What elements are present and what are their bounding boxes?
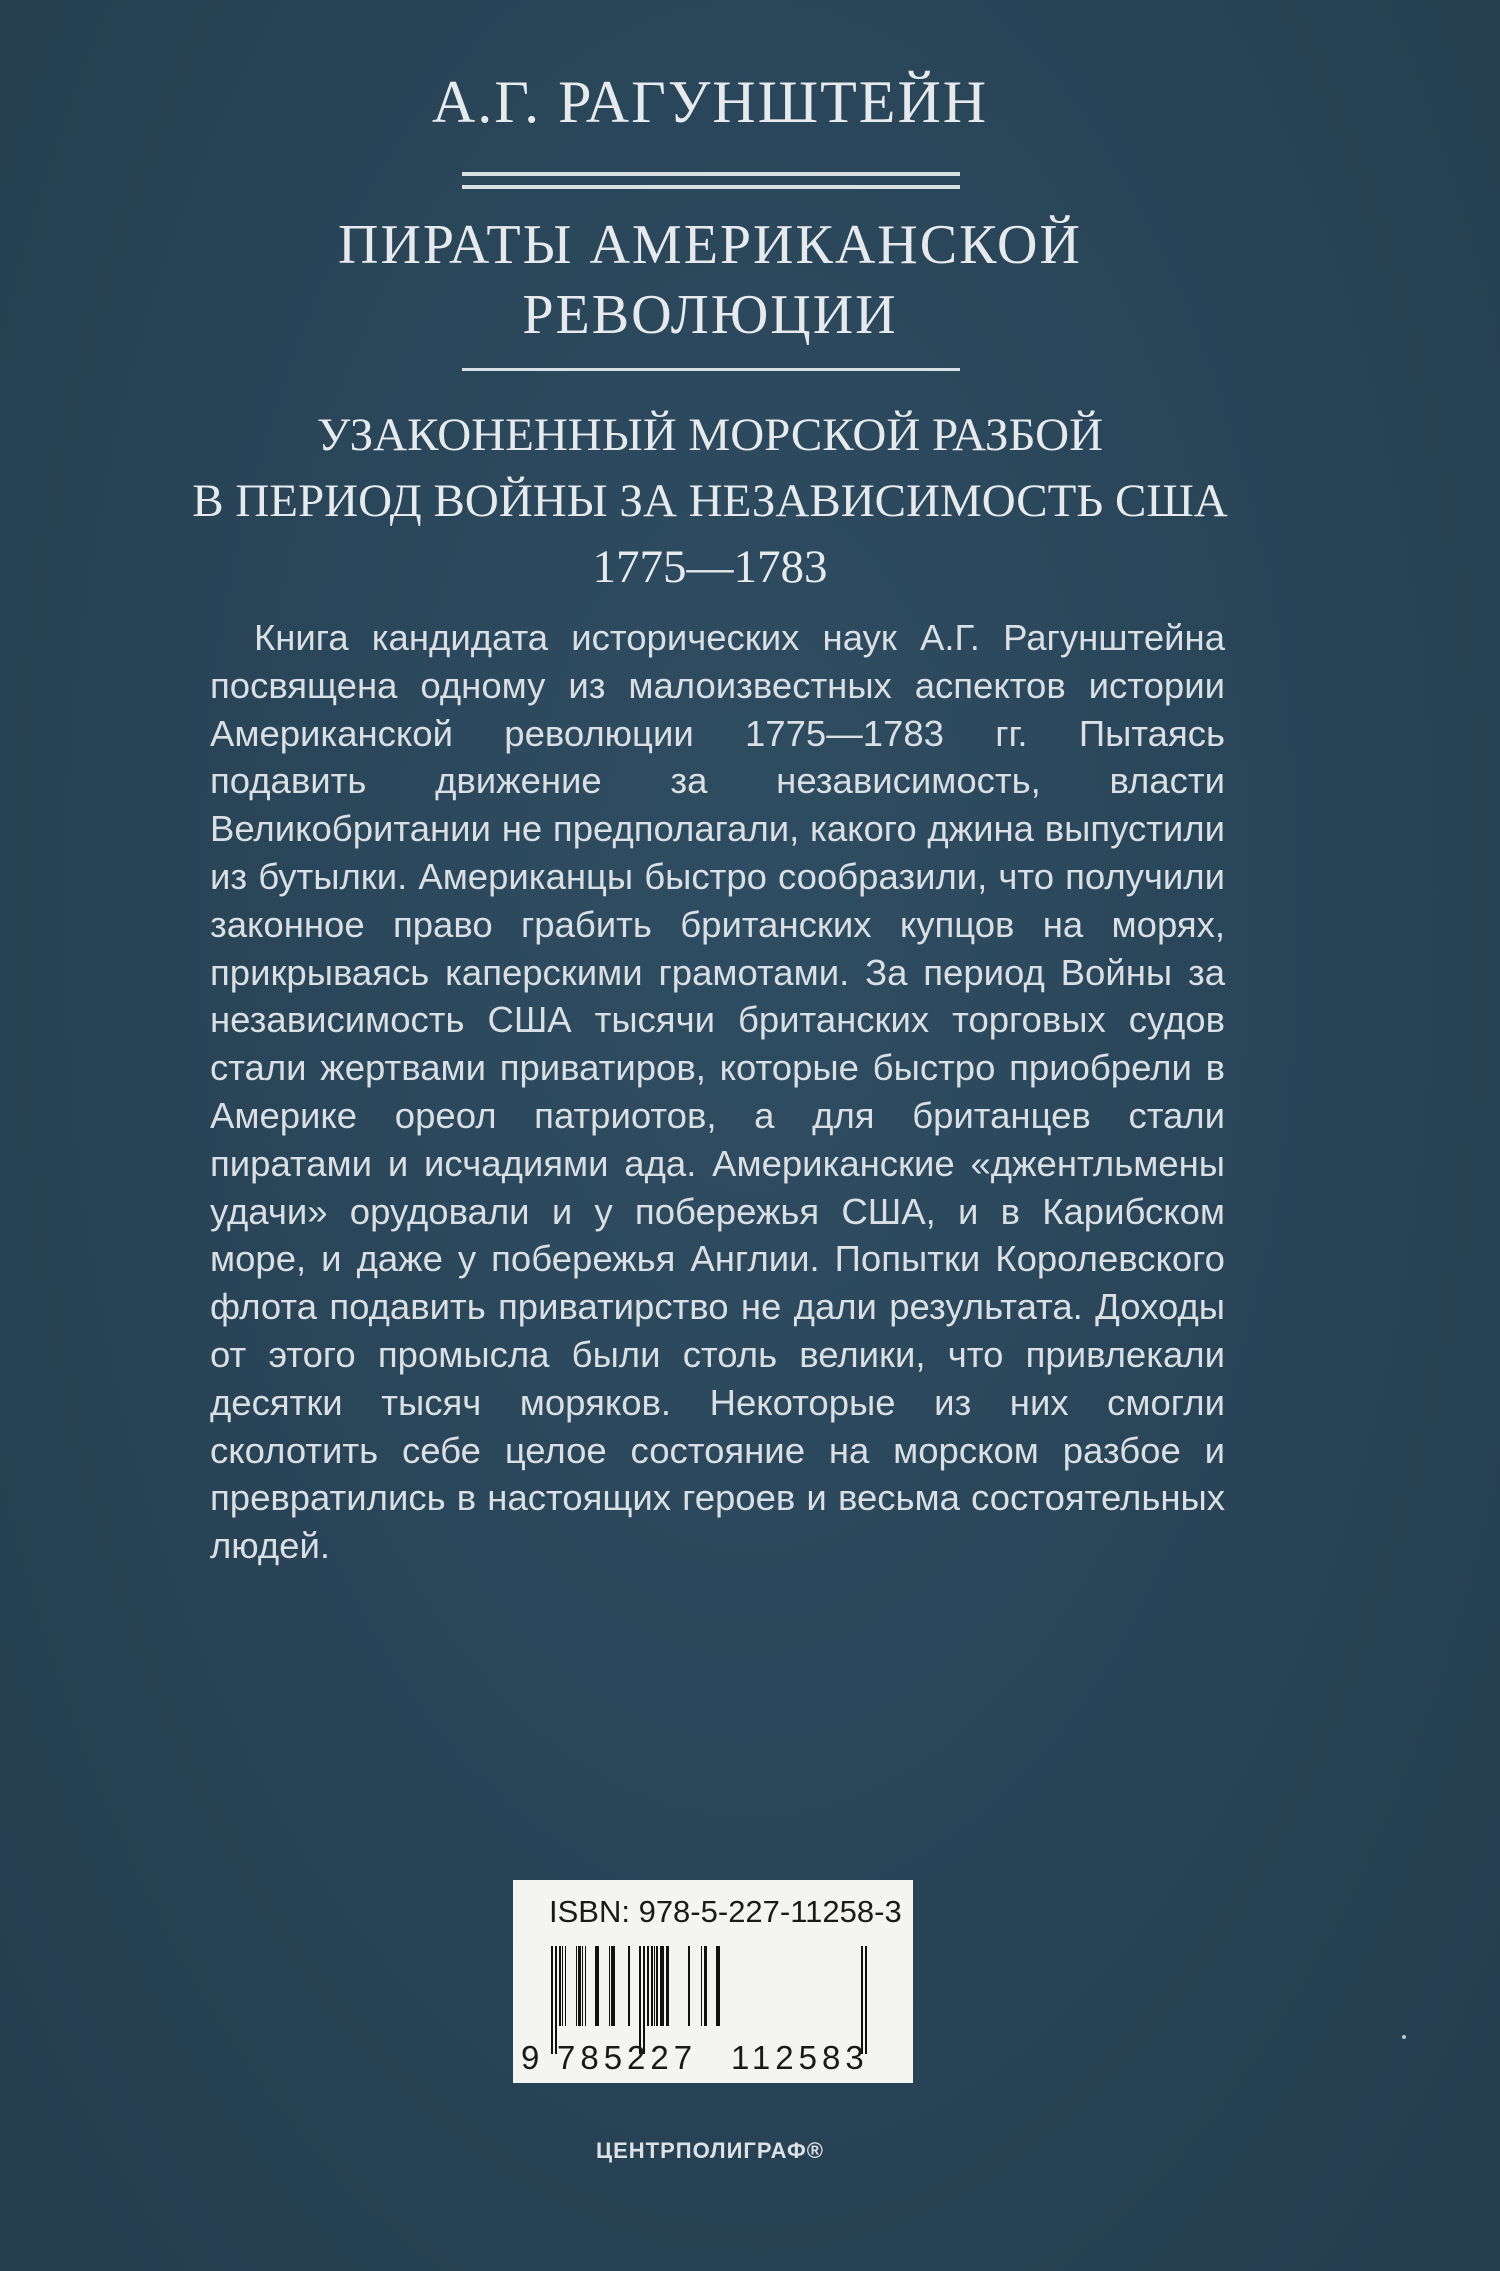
- title-line-1: ПИРАТЫ АМЕРИКАНСКОЙ: [338, 214, 1082, 276]
- subtitle-years: 1775—1783: [592, 541, 828, 593]
- isbn-barcode-block: [513, 1880, 913, 2083]
- isbn-label: ISBN: 978-5-227-11258-3: [549, 1894, 902, 1929]
- decorative-dot: [1402, 2035, 1406, 2039]
- barcode-icon: [531, 1946, 895, 2054]
- single-divider: [462, 368, 960, 371]
- book-title: [0, 210, 1420, 350]
- book-description: Книга кандидата исторических наук А.Г. Рагунштейна посвящена одному из малоизвестных аспектов истории Американской революции 1775—1783 гг. Пытаясь подавить движение за независимость, власти Великобритании не предполагали, какого джина выпустили из бутылки. Американцы быстро сообразили, что получили законное право грабить британских купцов на морях, прикрываясь каперскими грамотами. За период Войны за независимость США тысячи британских торговых судов стали жертвами приватиров, которые быстро приобрели в Америке ореол патриотов, а для британцев стали пиратами и исчадиями ада. Американские «джентльмены удачи» орудовали и у побережья США, и в Карибском море, и даже у побережья Англии. Попытки Королевского флота подавить приватирство не дали результата. Доходы от этого промысла были столь велики, что привлекали десятки тысяч моряков. Некоторые из них смогли сколотить себе целое состояние на морском разбое и превратились в настоящих героев и весьма состоятельных людей.: [210, 617, 1225, 1567]
- publisher-logo: ЦЕНТРПОЛИГРАФ®: [596, 2138, 824, 2163]
- subtitle-line-1: УЗАКОНЕННЫЙ МОРСКОЙ РАЗБОЙ: [316, 409, 1104, 461]
- author-name: А.Г. РАГУНШТЕЙН: [431, 69, 989, 135]
- barcode-digits-left: 785227: [557, 2039, 698, 2076]
- double-divider: [462, 172, 960, 189]
- barcode-digits-right: 112583: [731, 2039, 869, 2076]
- barcode-digit-first: 9: [521, 2039, 545, 2076]
- book-subtitle: [0, 402, 1420, 600]
- title-line-2: РЕВОЛЮЦИИ: [522, 284, 898, 346]
- subtitle-line-2: В ПЕРИОД ВОЙНЫ ЗА НЕЗАВИСИМОСТЬ США: [192, 475, 1228, 527]
